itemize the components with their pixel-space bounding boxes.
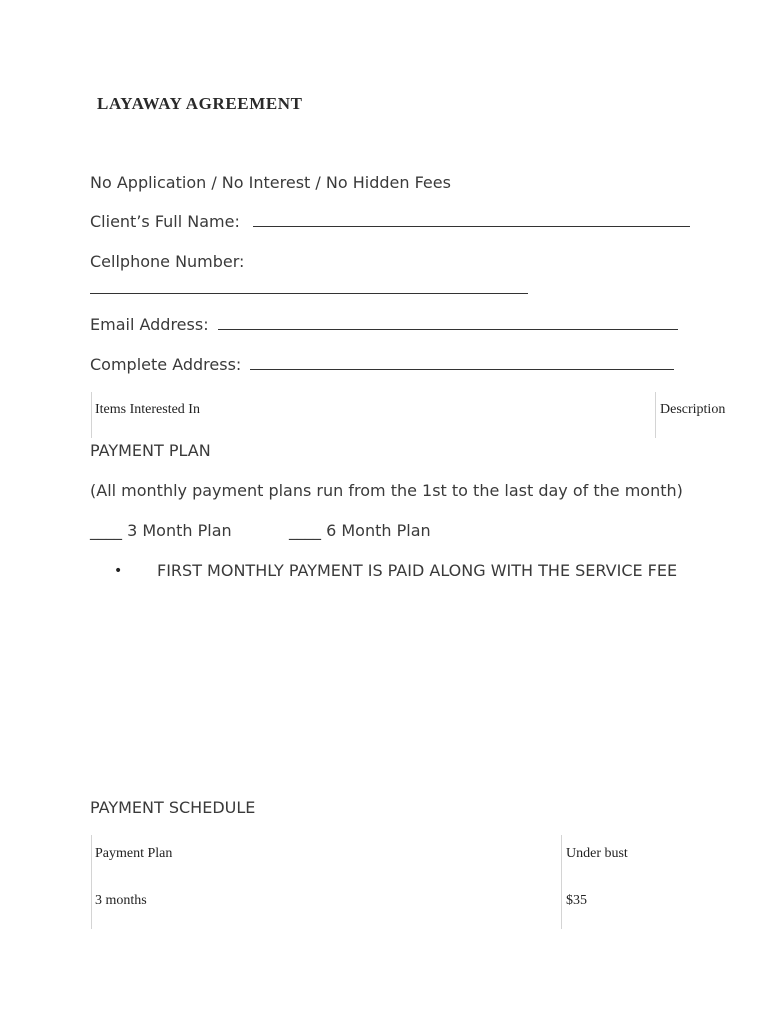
cellphone-blank[interactable]: [90, 280, 528, 294]
plan-option-3-label: 3 Month Plan: [127, 521, 232, 540]
plan-option-6-month: [289, 521, 431, 540]
schedule-table-divider: [561, 835, 562, 929]
address-row: [90, 355, 674, 374]
schedule-header-underbust: Under bust: [566, 846, 628, 861]
payment-plan-heading: PAYMENT PLAN: [90, 441, 211, 460]
payment-plan-note: (All monthly payment plans run from the 1st to the last day of the month): [90, 481, 683, 500]
full-name-label: Client’s Full Name:: [90, 212, 240, 231]
email-row: [90, 315, 678, 334]
address-label: Complete Address:: [90, 355, 242, 374]
items-col-header: Items Interested In: [95, 402, 200, 417]
description-col-header: Description: [660, 402, 726, 417]
document-title: LAYAWAY AGREEMENT: [97, 94, 303, 113]
email-blank[interactable]: [218, 316, 678, 330]
plan-option-3-blank[interactable]: ____: [90, 521, 122, 540]
items-table-divider: [655, 392, 656, 438]
plan-option-6-blank[interactable]: ____: [289, 521, 321, 540]
items-table-left-border: [91, 392, 92, 438]
address-blank[interactable]: [250, 356, 674, 370]
tagline: No Application / No Interest / No Hidden Fees: [90, 173, 451, 192]
schedule-header-plan: Payment Plan: [95, 846, 173, 861]
plan-option-3-month: [90, 521, 232, 540]
bullet-icon: •: [114, 563, 123, 579]
schedule-table-left-border: [91, 835, 92, 929]
first-payment-note: FIRST MONTHLY PAYMENT IS PAID ALONG WITH THE SERVICE FEE: [157, 561, 678, 580]
schedule-row-price: $35: [566, 893, 587, 908]
full-name-row: [90, 212, 690, 231]
payment-schedule-heading: PAYMENT SCHEDULE: [90, 798, 256, 817]
plan-option-6-label: 6 Month Plan: [326, 521, 431, 540]
schedule-row-plan: 3 months: [95, 893, 147, 908]
cellphone-label: Cellphone Number:: [90, 252, 245, 271]
email-label: Email Address:: [90, 315, 209, 334]
full-name-blank[interactable]: [253, 213, 690, 227]
